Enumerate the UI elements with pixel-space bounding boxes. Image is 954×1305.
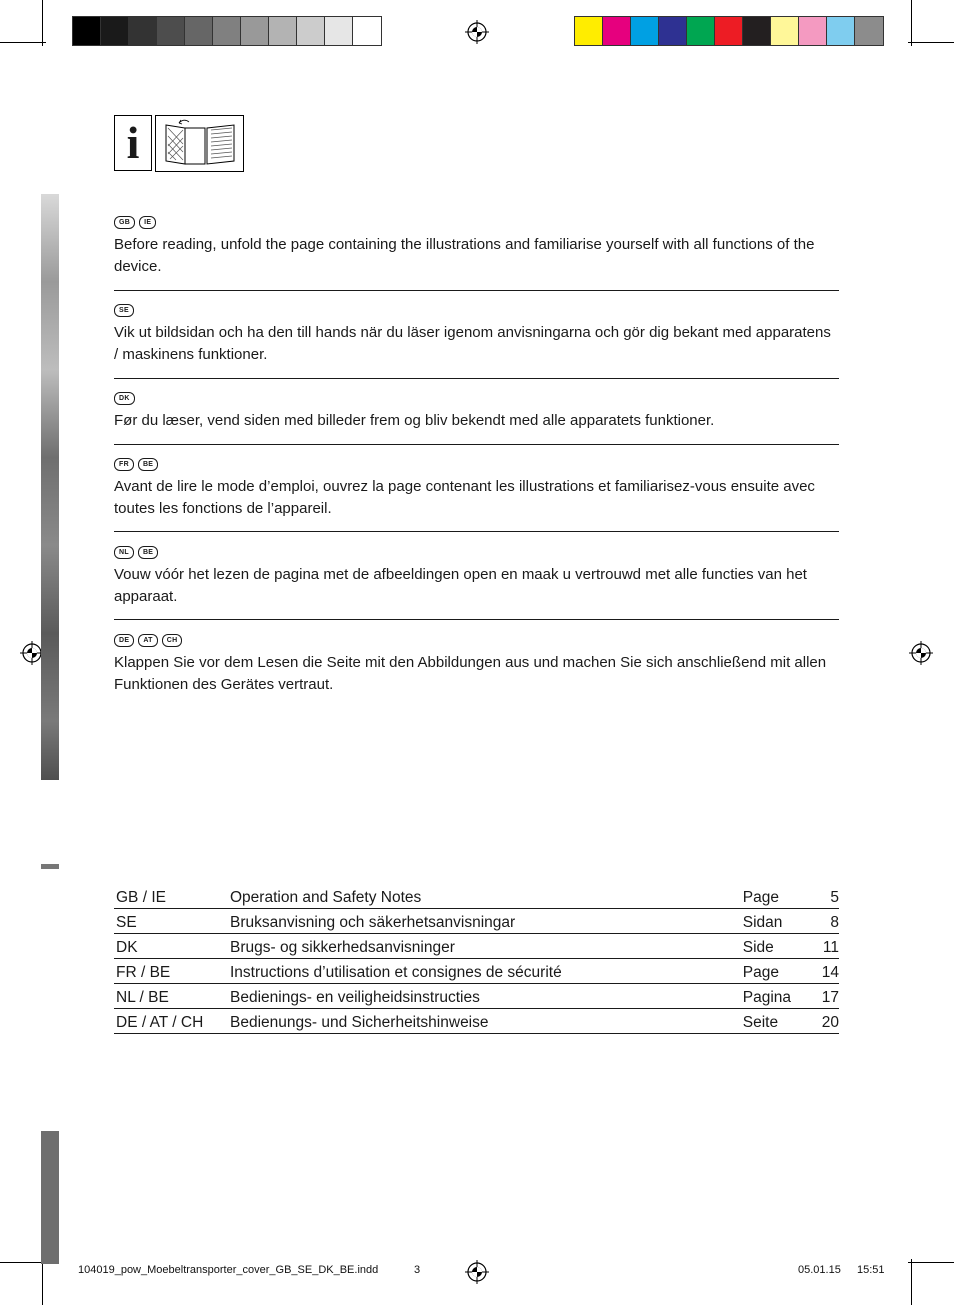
calibration-swatch bbox=[213, 17, 241, 45]
country-badge: GB bbox=[114, 216, 135, 229]
toc-language-code: SE bbox=[114, 909, 230, 934]
crop-mark bbox=[0, 1262, 46, 1263]
calibration-swatch bbox=[269, 17, 297, 45]
country-badge: BE bbox=[138, 458, 158, 471]
calibration-swatch bbox=[575, 17, 603, 45]
toc-page-number: 20 bbox=[791, 1009, 839, 1034]
toc-page-label: Sidan bbox=[743, 909, 791, 934]
calibration-swatch bbox=[631, 17, 659, 45]
section-divider bbox=[114, 290, 839, 291]
instruction-text: Before reading, unfold the page containing the illustrations and familiarise yourself with all functions of the device. bbox=[114, 236, 815, 275]
calibration-swatch bbox=[129, 17, 157, 45]
calibration-swatch bbox=[771, 17, 799, 45]
footer-time: 15:51 bbox=[857, 1264, 885, 1276]
crop-mark bbox=[911, 0, 912, 46]
info-icon-box bbox=[114, 115, 152, 171]
language-section bbox=[114, 458, 839, 520]
grayscale-calibration-bar bbox=[72, 16, 382, 46]
language-section bbox=[114, 546, 839, 608]
crop-mark bbox=[911, 1259, 912, 1305]
toc-row bbox=[114, 909, 839, 934]
country-badge: AT bbox=[138, 634, 157, 647]
country-badge: BE bbox=[138, 546, 158, 559]
toc-language-code: GB / IE bbox=[114, 884, 230, 909]
toc-page-label: Page bbox=[743, 959, 791, 984]
country-badges bbox=[114, 392, 839, 406]
country-badge: FR bbox=[114, 458, 134, 471]
calibration-swatch bbox=[827, 17, 855, 45]
toc-row bbox=[114, 884, 839, 909]
toc-language-code: NL / BE bbox=[114, 984, 230, 1009]
toc-page-label: Side bbox=[743, 934, 791, 959]
calibration-swatch bbox=[715, 17, 743, 45]
section-divider bbox=[114, 619, 839, 620]
registration-mark-icon bbox=[465, 20, 489, 44]
calibration-swatch bbox=[297, 17, 325, 45]
calibration-swatch bbox=[101, 17, 129, 45]
section-divider bbox=[114, 444, 839, 445]
calibration-swatch bbox=[603, 17, 631, 45]
country-badges bbox=[114, 458, 839, 472]
country-badges bbox=[114, 304, 839, 318]
toc-page-label: Pagina bbox=[743, 984, 791, 1009]
country-badges bbox=[114, 634, 839, 648]
toc-row bbox=[114, 1009, 839, 1034]
calibration-swatch bbox=[743, 17, 771, 45]
side-tab-top bbox=[41, 194, 59, 780]
country-badges bbox=[114, 546, 839, 560]
toc-title: Instructions d’utilisation et consignes de sécurité bbox=[230, 959, 743, 984]
toc-page-number: 17 bbox=[791, 984, 839, 1009]
section-divider bbox=[114, 531, 839, 532]
country-badge: CH bbox=[162, 634, 183, 647]
toc-language-code: FR / BE bbox=[114, 959, 230, 984]
footer-date: 05.01.15 bbox=[798, 1264, 841, 1276]
toc-language-code: DK bbox=[114, 934, 230, 959]
calibration-swatch bbox=[241, 17, 269, 45]
calibration-swatch bbox=[855, 17, 883, 45]
toc-row bbox=[114, 934, 839, 959]
toc-row bbox=[114, 959, 839, 984]
toc-title: Bruksanvisning och säkerhetsanvisningar bbox=[230, 909, 743, 934]
instruction-text: Avant de lire le mode d’emploi, ouvrez la page contenant les illustrations et familiarisez-vous ensuite avec toutes les fonctions de l’appareil. bbox=[114, 478, 815, 517]
country-badge: NL bbox=[114, 546, 134, 559]
language-section bbox=[114, 634, 839, 696]
toc-page-label: Seite bbox=[743, 1009, 791, 1034]
toc-title: Bedienungs- und Sicherheitshinweise bbox=[230, 1009, 743, 1034]
crop-mark bbox=[42, 0, 43, 46]
footer-filename: 104019_pow_Moebeltransporter_cover_GB_SE_DK_BE.indd bbox=[78, 1264, 379, 1276]
color-calibration-bar bbox=[574, 16, 884, 46]
table-of-contents bbox=[114, 884, 839, 1034]
instruction-text: Før du læser, vend siden med billeder frem og bliv bekendt med alle apparatets funktioner. bbox=[114, 412, 715, 429]
crop-mark bbox=[908, 1262, 954, 1263]
info-icon: i bbox=[126, 117, 140, 168]
toc-title: Brugs- og sikkerhedsanvisninger bbox=[230, 934, 743, 959]
unfold-page-icon-box bbox=[155, 115, 244, 172]
registration-mark-icon bbox=[909, 641, 933, 665]
instruction-text: Klappen Sie vor dem Lesen die Seite mit den Abbildungen aus und machen Sie sich anschließend mit allen Funktionen des Gerätes vertraut. bbox=[114, 654, 827, 693]
country-badge: DK bbox=[114, 392, 135, 405]
instruction-text: Vouw vóór het lezen de pagina met de afbeeldingen open en maak u vertrouwd met alle functies van het apparaat. bbox=[114, 566, 807, 605]
crop-mark bbox=[908, 42, 954, 43]
crop-mark bbox=[42, 1259, 43, 1305]
instruction-text: Vik ut bildsidan och ha den till hands när du läser igenom anvisningarna och gör dig bekant med apparatens / maskinens funktioner. bbox=[114, 324, 831, 363]
country-badge: DE bbox=[114, 634, 134, 647]
calibration-swatch bbox=[353, 17, 381, 45]
country-badge: SE bbox=[114, 304, 134, 317]
toc-page-number: 11 bbox=[791, 934, 839, 959]
toc-page-number: 14 bbox=[791, 959, 839, 984]
toc-page-label: Page bbox=[743, 884, 791, 909]
calibration-swatch bbox=[325, 17, 353, 45]
side-tab-marker bbox=[41, 864, 59, 869]
calibration-swatch bbox=[73, 17, 101, 45]
language-section bbox=[114, 216, 839, 278]
crop-mark bbox=[0, 42, 46, 43]
side-tab-bottom bbox=[41, 1131, 59, 1264]
toc-language-code: DE / AT / CH bbox=[114, 1009, 230, 1034]
calibration-swatch bbox=[659, 17, 687, 45]
country-badges bbox=[114, 216, 839, 230]
unfold-page-icon bbox=[156, 116, 243, 171]
toc-row bbox=[114, 984, 839, 1009]
calibration-swatch bbox=[185, 17, 213, 45]
section-divider bbox=[114, 378, 839, 379]
footer-page-number: 3 bbox=[414, 1264, 421, 1276]
calibration-swatch bbox=[157, 17, 185, 45]
language-section bbox=[114, 392, 839, 432]
registration-mark-icon bbox=[465, 1260, 489, 1284]
toc-title: Bedienings- en veiligheidsinstructies bbox=[230, 984, 743, 1009]
language-section bbox=[114, 304, 839, 366]
calibration-swatch bbox=[687, 17, 715, 45]
calibration-swatch bbox=[799, 17, 827, 45]
toc-page-number: 5 bbox=[791, 884, 839, 909]
country-badge: IE bbox=[139, 216, 156, 229]
toc-page-number: 8 bbox=[791, 909, 839, 934]
toc-title: Operation and Safety Notes bbox=[230, 884, 743, 909]
